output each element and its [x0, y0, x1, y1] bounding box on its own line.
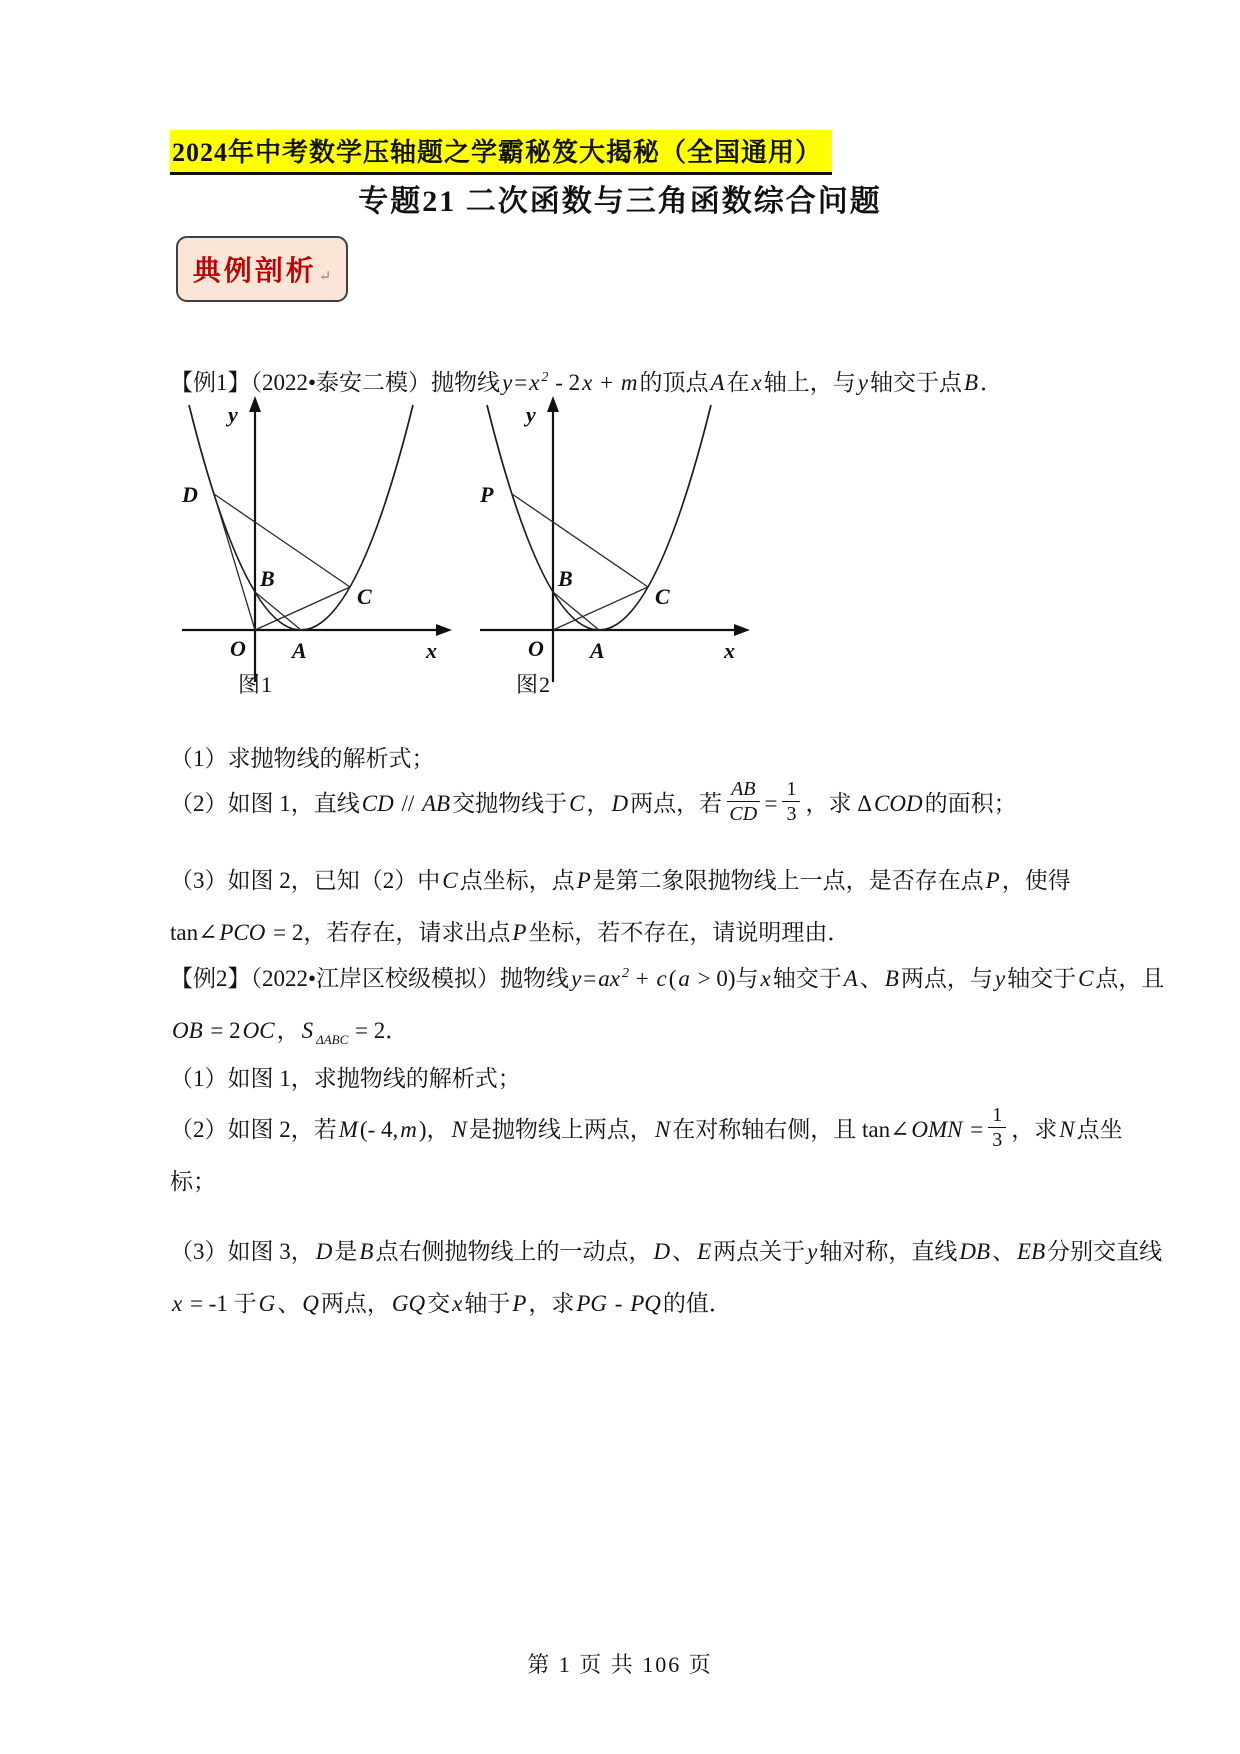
- text-segment: =: [514, 370, 528, 395]
- text-segment: 点右侧抛物线上的一动点，: [375, 1239, 652, 1264]
- text-segment: 、: [859, 966, 883, 991]
- text-segment: ，: [276, 1018, 300, 1043]
- example1-question-3: [170, 855, 1165, 959]
- x-axis-arrow-icon: [734, 624, 750, 636]
- text-segment: = 2，若存在，请求出点: [267, 920, 511, 945]
- figure-2-caption: 图2: [516, 672, 552, 697]
- text-segment: 是抛物线上两点，: [468, 1117, 653, 1142]
- math-variable: CD: [361, 791, 394, 816]
- example2-intro: [170, 948, 1165, 1066]
- section-badge: [176, 236, 348, 302]
- math-variable: E: [697, 1239, 712, 1264]
- return-mark-icon: ↵: [318, 268, 332, 285]
- text-segment: 两点，与: [900, 966, 993, 991]
- text-segment: 坐标，若不存在，请说明理由．: [528, 920, 851, 945]
- label-point-P: P: [480, 482, 494, 507]
- math-variable: D: [315, 1239, 333, 1264]
- text-segment: = 2．: [349, 1018, 409, 1043]
- math-variable: y: [994, 966, 1006, 991]
- math-variable: x: [452, 1291, 463, 1316]
- y-axis-arrow-icon: [547, 396, 559, 412]
- math-variable: A: [843, 966, 858, 991]
- text-segment: 的面积；: [924, 791, 1017, 816]
- math-variable: P: [512, 920, 527, 945]
- text-segment: = 2: [204, 1018, 241, 1043]
- text-segment: ，求: [1011, 1117, 1058, 1142]
- text-segment: -: [609, 1291, 629, 1316]
- math-variable: COD: [874, 791, 923, 816]
- label-point-A: A: [590, 638, 605, 663]
- figure-1-graph: [160, 392, 470, 692]
- math-variable: B: [359, 1239, 374, 1264]
- highlighted-header: 2024年中考数学压轴题之学霸秘笈大揭秘（全国通用）: [170, 130, 832, 175]
- fraction-numerator: 1: [782, 778, 800, 802]
- text-segment: (- 4,: [359, 1117, 399, 1142]
- text-segment: ): [418, 1117, 427, 1142]
- text-segment: 是第二象限抛物线上一点，是否存在点: [592, 868, 984, 893]
- fraction-denominator: 3: [992, 1129, 1003, 1152]
- math-variable: C: [569, 791, 585, 816]
- text-segment: > 0): [691, 966, 736, 991]
- math-variable: Q: [302, 1291, 319, 1316]
- math-variable: D: [653, 1239, 671, 1264]
- text-segment: 【例1】（2022•泰安二模）抛物线: [170, 370, 501, 395]
- math-variable: y: [502, 370, 513, 395]
- math-variable: P: [576, 868, 591, 893]
- example2-question-3: [170, 1226, 1165, 1330]
- label-origin: O: [230, 636, 246, 661]
- text-segment: 轴于: [464, 1291, 511, 1316]
- text-segment: 、: [277, 1291, 301, 1316]
- text-segment: 是: [334, 1239, 358, 1264]
- math-variable: D: [611, 791, 629, 816]
- segment-OD: [214, 494, 255, 630]
- math-variable: GQ: [391, 1291, 426, 1316]
- label-point-B: B: [558, 566, 573, 591]
- text-segment: ΔABC: [316, 1032, 349, 1047]
- example1-question-2: [170, 778, 1165, 830]
- math-variable: PCO: [219, 920, 266, 945]
- text-segment: 交: [427, 1291, 451, 1316]
- text-segment: = -1 于: [184, 1291, 257, 1316]
- math-variable: B: [963, 370, 979, 395]
- text-segment: =: [583, 966, 597, 991]
- text-segment: =: [964, 1117, 984, 1142]
- page-title: 专题21 二次函数与三角函数综合问题: [358, 185, 882, 218]
- math-variable: x: [582, 370, 593, 395]
- text-segment: 在对称轴右侧，且 tan∠: [672, 1117, 910, 1142]
- text-segment: ，求 Δ: [805, 791, 873, 816]
- fraction: [727, 778, 759, 826]
- text-segment: （2）如图 1，直线: [170, 791, 360, 816]
- text-segment: =: [764, 791, 778, 816]
- text-segment: 、: [992, 1239, 1016, 1264]
- parabola-curve: [487, 405, 711, 630]
- math-variable: A: [710, 370, 725, 395]
- math-variable: y: [807, 1239, 818, 1264]
- math-variable: OB: [172, 1018, 203, 1043]
- segment-AB: [255, 592, 301, 630]
- label-x-axis: x: [426, 638, 437, 663]
- math-variable: OC: [242, 1018, 275, 1043]
- text-segment: //: [395, 791, 420, 816]
- math-variable: N: [654, 1117, 671, 1142]
- y-axis-arrow-icon: [249, 396, 261, 412]
- math-variable: P: [512, 1291, 527, 1316]
- fraction-numerator: AB: [727, 778, 759, 802]
- parabola-curve: [189, 405, 413, 630]
- x-axis-arrow-icon: [436, 624, 452, 636]
- fraction: [988, 1104, 1006, 1152]
- text-segment: （1）如图 1，求抛物线的解析式；: [170, 1066, 521, 1091]
- text-segment: 2: [621, 966, 629, 981]
- math-variable: C: [1078, 966, 1094, 991]
- text-segment: 点坐标；: [170, 1117, 1123, 1194]
- math-variable: EB: [1017, 1239, 1046, 1264]
- math-variable: N: [1059, 1117, 1075, 1142]
- label-point-A: A: [292, 638, 307, 663]
- text-segment: ，求: [528, 1291, 575, 1316]
- math-variable: ax: [598, 966, 620, 991]
- text-segment: 两点，若: [630, 791, 723, 816]
- section-badge-label: 典例剖析: [192, 256, 317, 287]
- text-segment: (: [668, 966, 677, 991]
- math-variable: c: [656, 966, 667, 991]
- label-point-C: C: [655, 584, 670, 609]
- math-variable: x: [529, 370, 540, 395]
- text-segment: （3）如图 3，: [170, 1239, 314, 1264]
- text-segment: 与: [735, 966, 759, 991]
- label-point-C: C: [357, 584, 372, 609]
- text-segment: 分别交直线: [1047, 1239, 1163, 1264]
- math-variable: P: [985, 868, 1000, 893]
- figure-1-caption: 图1: [238, 672, 274, 697]
- label-y-axis: y: [526, 402, 536, 427]
- text-segment: 轴交于点: [869, 370, 962, 395]
- text-segment: +: [629, 966, 655, 991]
- text-segment: +: [594, 370, 619, 395]
- label-origin: O: [528, 636, 544, 661]
- fraction: [782, 778, 800, 826]
- text-segment: 【例2】（2022•江岸区校级模拟）抛物线: [170, 966, 570, 991]
- text-segment: - 2: [549, 370, 581, 395]
- label-point-D: D: [182, 482, 198, 507]
- math-variable: AB: [421, 791, 451, 816]
- math-variable: x: [172, 1291, 183, 1316]
- text-segment: ，使得 tan∠: [170, 868, 1071, 945]
- text-segment: ，: [426, 1117, 450, 1142]
- page-footer: 第 1 页 共 106 页: [527, 1652, 713, 1677]
- example2-question-2: [170, 1104, 1165, 1208]
- text-segment: 轴对称，直线: [819, 1239, 958, 1264]
- text-segment: 轴交于: [1007, 966, 1077, 991]
- text-segment: 的顶点: [639, 370, 709, 395]
- math-variable: S: [301, 1018, 314, 1043]
- label-y-axis: y: [228, 402, 238, 427]
- math-variable: a: [678, 966, 690, 991]
- text-segment: （1）求抛物线的解析式；: [170, 746, 435, 771]
- math-variable: M: [338, 1117, 358, 1142]
- math-variable: G: [258, 1291, 276, 1316]
- text-segment: 轴交于: [772, 966, 842, 991]
- math-variable: m: [400, 1117, 417, 1142]
- math-variable: x: [760, 966, 771, 991]
- math-variable: PQ: [630, 1291, 661, 1316]
- segment-DC: [214, 494, 350, 587]
- text-segment: 的值．: [662, 1291, 732, 1316]
- fraction-denominator: CD: [729, 803, 758, 826]
- text-segment: 、: [672, 1239, 696, 1264]
- math-variable: N: [451, 1117, 467, 1142]
- math-variable: x: [751, 370, 762, 395]
- fraction-denominator: 3: [786, 803, 797, 826]
- math-variable: y: [571, 966, 582, 991]
- text-segment: ，: [586, 791, 610, 816]
- segment-PC: [512, 494, 648, 587]
- text-segment: 点坐标，点: [459, 868, 575, 893]
- text-segment: 点，且: [1095, 966, 1165, 991]
- label-point-B: B: [260, 566, 275, 591]
- example2-question-1: [170, 1053, 1165, 1105]
- text-segment: 2: [541, 370, 549, 385]
- figure-2-graph: [458, 392, 768, 692]
- math-variable: PG: [576, 1291, 608, 1316]
- text-segment: （2）如图 2，若: [170, 1117, 337, 1142]
- text-segment: 交抛物线于: [452, 791, 568, 816]
- text-segment: 轴上，与: [763, 370, 856, 395]
- math-variable: y: [857, 370, 868, 395]
- text-segment: 两点，: [320, 1291, 390, 1316]
- math-variable: OMN: [911, 1117, 963, 1142]
- text-segment: ．: [980, 370, 1004, 395]
- fraction-numerator: 1: [988, 1104, 1006, 1128]
- math-variable: C: [442, 868, 458, 893]
- math-variable: m: [620, 370, 638, 395]
- math-variable: DB: [959, 1239, 991, 1264]
- text-segment: 两点关于: [713, 1239, 806, 1264]
- text-segment: 在: [726, 370, 750, 395]
- math-variable: B: [884, 966, 899, 991]
- text-segment: （3）如图 2，已知（2）中: [170, 868, 441, 893]
- segment-AB: [553, 592, 599, 630]
- label-x-axis: x: [724, 638, 735, 663]
